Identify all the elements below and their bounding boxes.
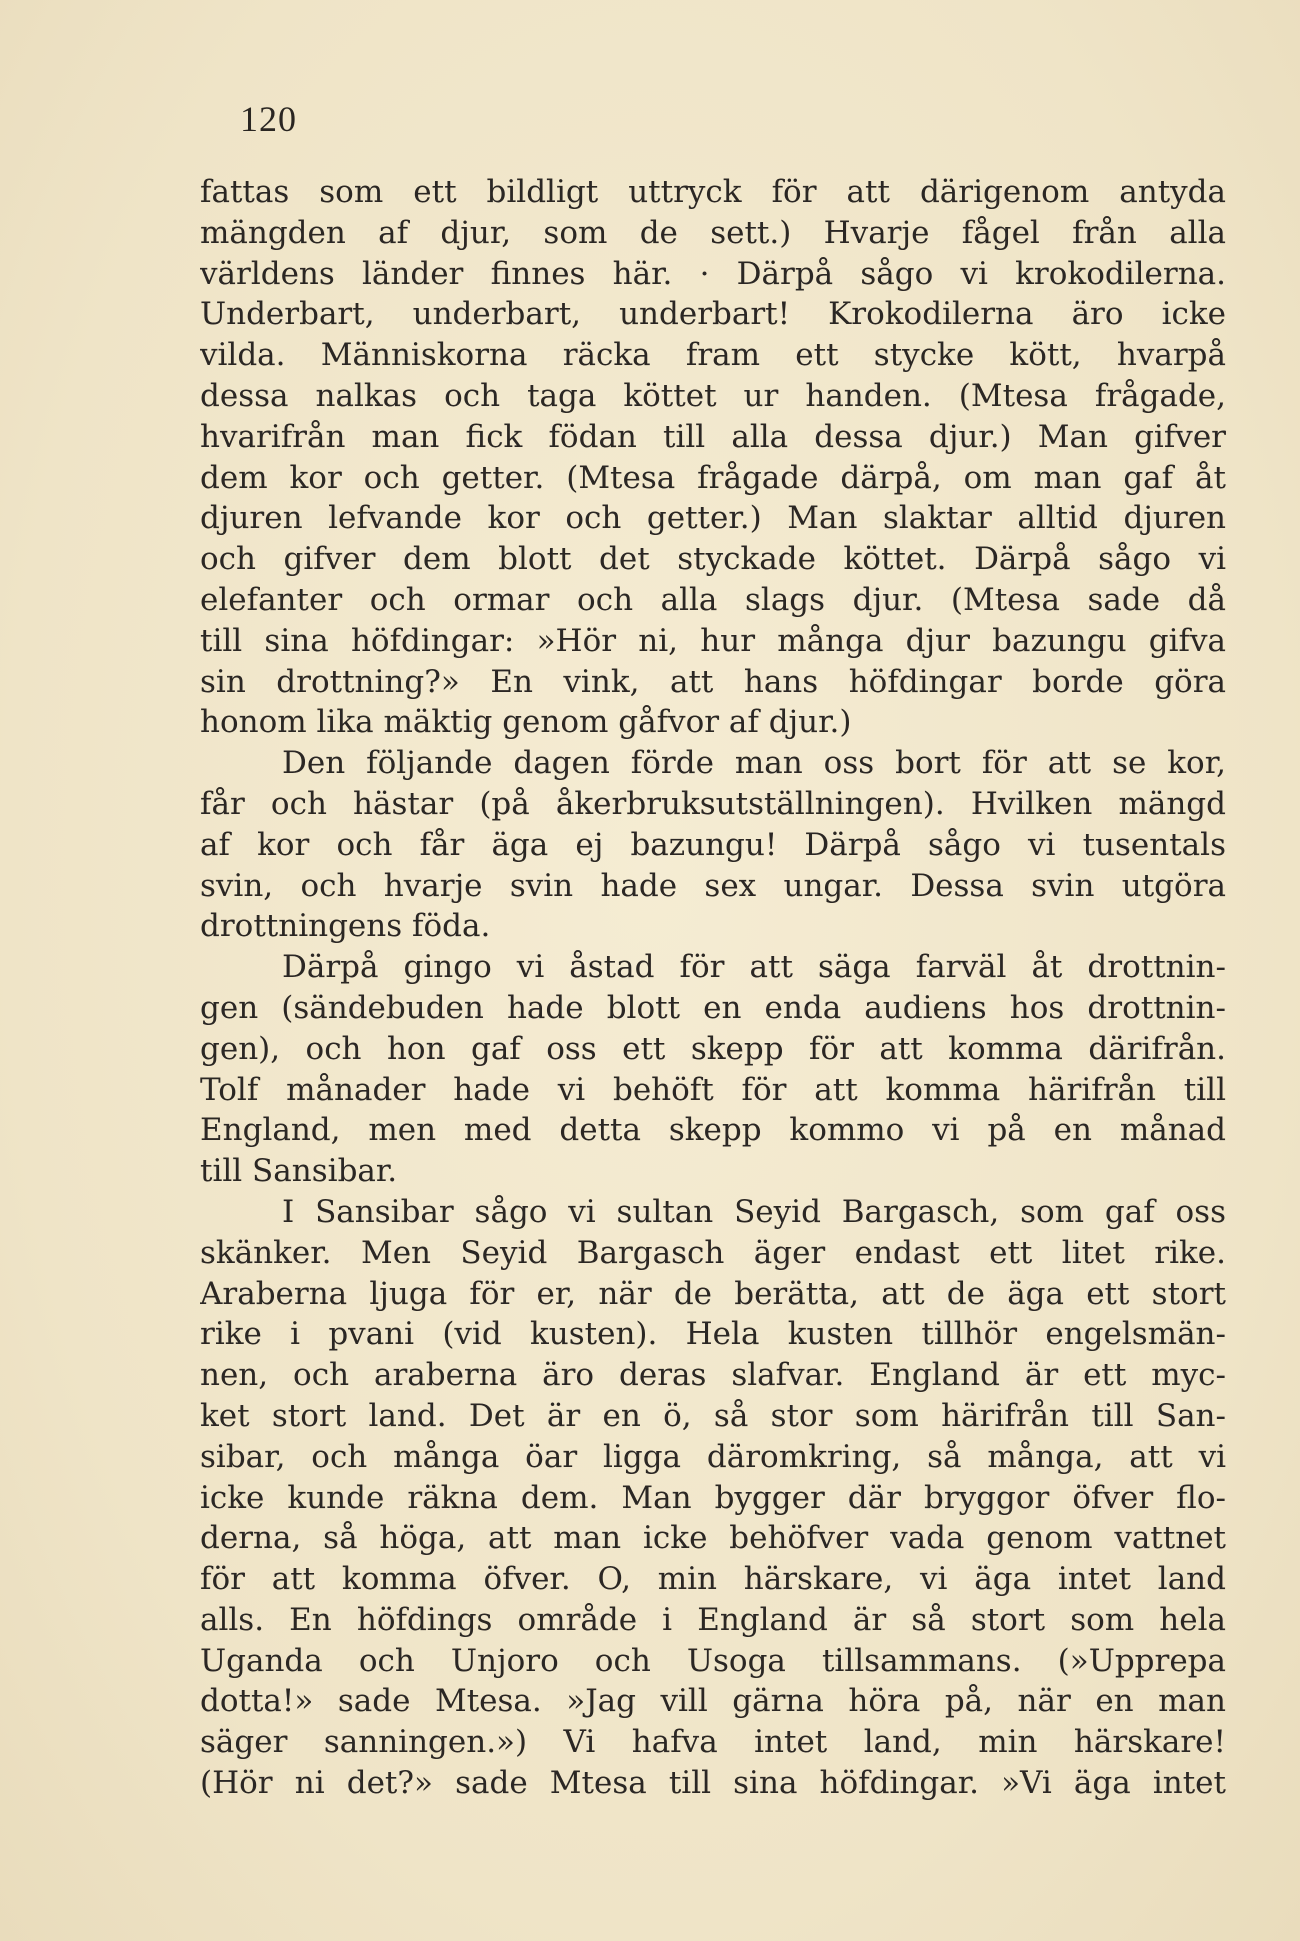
page-number: 120 <box>240 99 297 139</box>
text-line: Därpå gingo vi åstad för att säga farväl åt drottnin- <box>282 949 1226 986</box>
text-line: skänker. Men Seyid Bargasch äger endast ett litet rike. <box>200 1234 1226 1271</box>
text-line: Den följande dagen förde man oss bort för att se kor, <box>282 745 1226 782</box>
text-line: drottningens föda. <box>200 908 491 945</box>
text-line: derna, så höga, att man icke behöfver vada genom vattnet <box>200 1520 1226 1557</box>
text-line: för att komma öfver. O, min härskare, vi äga intet land <box>200 1561 1226 1598</box>
text-line: I Sansibar sågo vi sultan Seyid Bargasch, som gaf oss <box>282 1193 1226 1230</box>
text-line: icke kunde räkna dem. Man bygger där bryggor öfver flo- <box>200 1479 1226 1516</box>
text-line: Uganda och Unjoro och Usoga tillsammans. (»Upprepa <box>200 1642 1226 1679</box>
text-line: dem kor och getter. (Mtesa frågade därpå, om man gaf åt <box>200 459 1226 496</box>
text-line: England, men med detta skepp kommo vi på en månad <box>200 1112 1226 1149</box>
text-line: gen (sändebuden hade blott en enda audiens hos drottnin- <box>200 989 1226 1026</box>
text-line: Araberna ljuga för er, när de berätta, att de äga ett stort <box>200 1275 1226 1312</box>
text-line: fattas som ett bildligt uttryck för att därigenom antyda <box>200 174 1226 210</box>
text-line: elefanter och ormar och alla slags djur. (Mtesa sade då <box>200 581 1226 618</box>
text-line: Underbart, underbart, underbart! Krokodilerna äro icke <box>200 296 1226 333</box>
text-line: världens länder finnes här. · Därpå sågo vi krokodilerna. <box>200 255 1226 292</box>
text-line: Tolf månader hade vi behöft för att komma härifrån till <box>200 1071 1226 1108</box>
text-line: alls. En höfdings område i England är så stort som hela <box>200 1601 1226 1638</box>
text-line: nen, och araberna äro deras slafvar. England är ett myc- <box>200 1357 1226 1394</box>
text-line: dotta!» sade Mtesa. »Jag vill gärna höra på, när en man <box>200 1683 1226 1720</box>
text-line: sibar, och många öar ligga däromkring, så många, att vi <box>200 1438 1226 1475</box>
text-line: vilda. Människorna räcka fram ett stycke kött, hvarpå <box>200 337 1226 374</box>
text-line: (Hör ni det?» sade Mtesa till sina höfdingar. »Vi äga intet <box>200 1765 1226 1802</box>
text-line: dessa nalkas och taga köttet ur handen. (Mtesa frågade, <box>200 377 1226 414</box>
text-line: rike i pvani (vid kusten). Hela kusten tillhör engelsmän- <box>200 1316 1226 1353</box>
text-line: till sina höfdingar: »Hör ni, hur många djur bazungu gifva <box>200 622 1226 659</box>
text-line: af kor och får äga ej bazungu! Därpå sågo vi tusentals <box>200 826 1226 863</box>
text-line: ket stort land. Det är en ö, så stor som härifrån till San- <box>200 1397 1226 1434</box>
text-line: gen), och hon gaf oss ett skepp för att komma därifrån. <box>200 1030 1226 1067</box>
text-line: sin drottning?» En vink, att hans höfdingar borde göra <box>200 663 1226 700</box>
text-line: honom lika mäktig genom gåfvor af djur.) <box>200 704 852 741</box>
text-line: får och hästar (på åkerbruksutställningen). Hvilken mängd <box>200 785 1226 822</box>
text-line: djuren lefvande kor och getter.) Man slaktar alltid djuren <box>200 500 1226 537</box>
body-text <box>200 172 1226 1804</box>
text-line: hvarifrån man fick födan till alla dessa djur.) Man gifver <box>200 418 1226 455</box>
text-line: säger sanningen.») Vi hafva intet land, min härskare! <box>200 1724 1226 1761</box>
text-line: och gifver dem blott det styckade köttet. Därpå sågo vi <box>200 541 1226 578</box>
text-line: svin, och hvarje svin hade sex ungar. Dessa svin utgöra <box>200 867 1226 904</box>
text-line: mängden af djur, som de sett.) Hvarje fågel från alla <box>200 214 1226 251</box>
text-line: till Sansibar. <box>200 1153 398 1190</box>
